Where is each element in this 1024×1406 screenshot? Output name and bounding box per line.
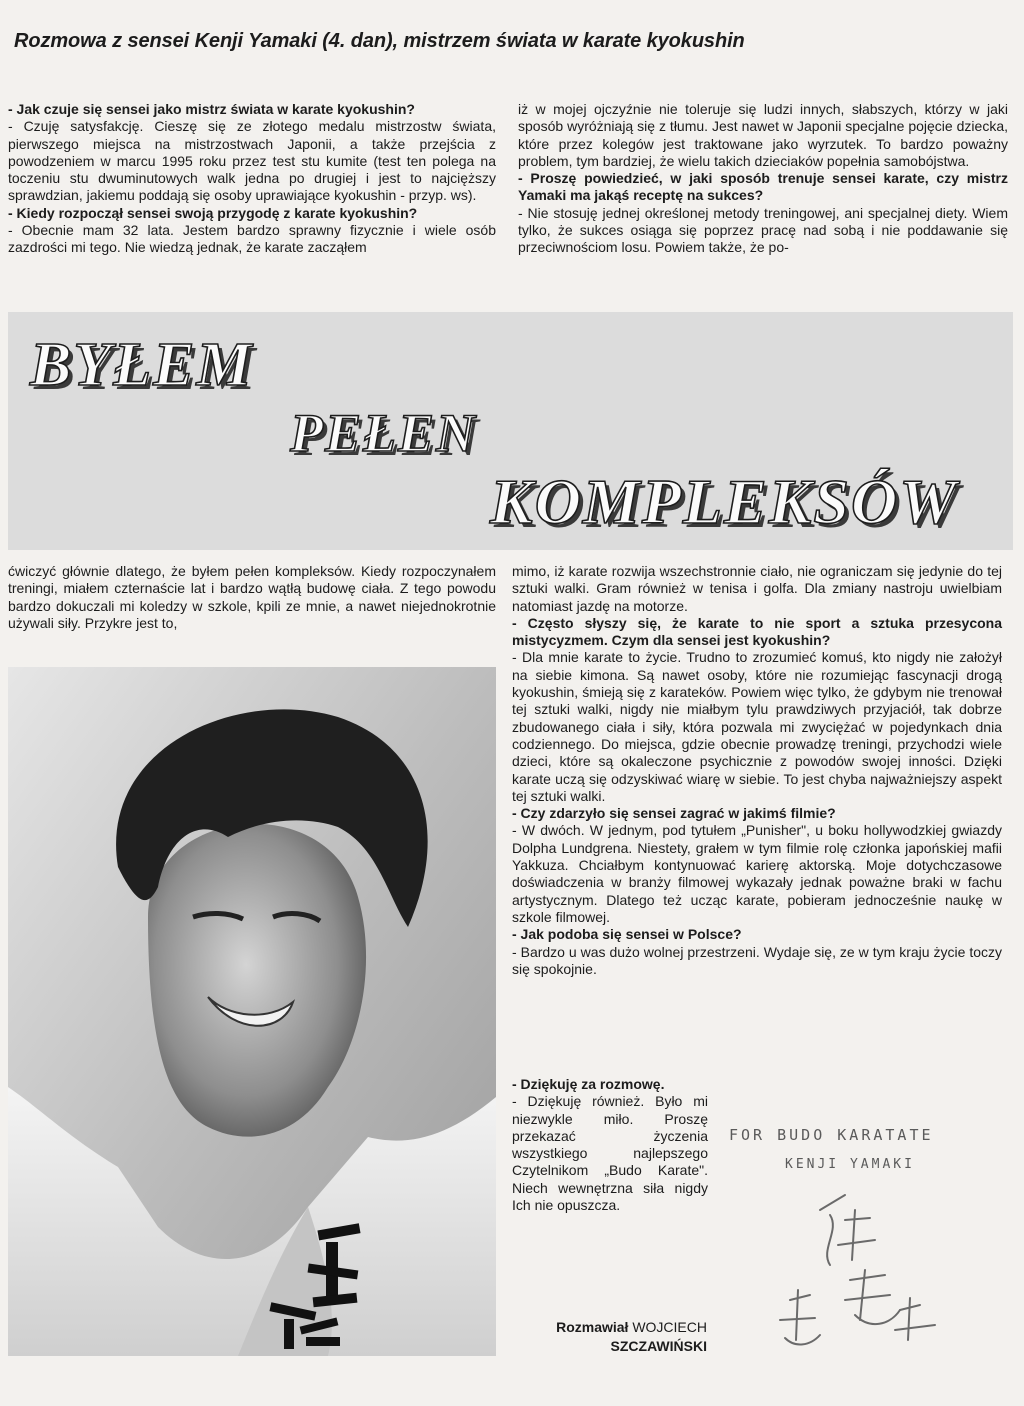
signature-line-2: KENJI YAMAKI bbox=[785, 1157, 915, 1172]
interview-answer: - Dla mnie karate to życie. Trudno to zrozumieć komuś, kto nigdy nie założył na siebie kimona. Są nawet osoby, które nie rozumiejąc fascynacji drogą kyokushin, śmieją się z karateków. Powiem więc tylko, że gdybym nie trenował tej sztuki walki, nigdy nie miałbym tylu prawdziwych przyjaciół, tak dobrze zbudowanego ciała i siły, która pozwala mi zwyciężać w pojedynkach dnia codziennego. Do miejsca, gdzie obecnie prowadzę treningi, przychodzi wiele dzieci, które są okaleczone psychicznie z powodów swojej inności. Dzięki karate uczą się odzyskiwać wiarę w siebie. To jest chyba najważniejszy aspekt tej sztuki walki. bbox=[512, 649, 1002, 804]
interview-answer: - Bardzo u was dużo wolnej przestrzeni. Wydaje się, ze w tym kraju życie toczy się spokojnie. bbox=[512, 943, 1002, 977]
credit-name-last: SZCZAWIŃSKI bbox=[610, 1338, 707, 1354]
column-top-right bbox=[518, 101, 1008, 257]
interview-answer: iż w mojej ojczyźnie nie toleruje się ludzi innych, słabszych, którzy w jaki sposób wyróżniają się z tłumu. Jest nawet w Japonii specjalne pojęcie dziecka, które przez kolegów jest traktowane jako wyrzutek. To bardzo poważny problem, tym bardziej, że wielu takich dzieciaków popełnia samobójstwa. bbox=[518, 101, 1008, 169]
interview-question: - Jak czuje się sensei jako mistrz świata w karate kyokushin? bbox=[8, 101, 415, 117]
interview-answer: - W dwóch. W jednym, pod tytułem „Punisher", u boku hollywodzkiej gwiazdy Dolpha Lundgrena. Niestety, grałem w tym filmie rolę członka japońskiej mafii Yakkuza. Chciałbym kontynuować karierę aktorską. Moje dotychczasowe doświadczenia w branży filmowej wykazały jednak poważne braki w fachu artystycznym. Dlatego też ucząc karate, pobieram jednocześnie naukę w szkole filmowej. bbox=[512, 822, 1002, 925]
interview-question: - Dziękuję za rozmowę. bbox=[512, 1076, 665, 1092]
headline-banner bbox=[8, 312, 1013, 550]
headline-word-3: KOMPLEKSÓW bbox=[490, 466, 959, 537]
interview-answer: - Dziękuję również. Było mi niezwykle miło. Proszę przekazać życzenia wszystkiego najlepszego Czytelnikom „Budo Karate". Niech wewnętrzna siła nigdy Ich nie opuszcza. bbox=[512, 1093, 708, 1214]
signature-line-1: FOR BUDO KARATATE bbox=[729, 1126, 934, 1144]
closing-block bbox=[512, 1076, 708, 1214]
interview-question: - Często słyszy się, że karate to nie sport a sztuka przesycona mistycyzmem. Czym dla sensei jest kyokushin? bbox=[512, 614, 1002, 649]
interview-answer: - Czuję satysfakcję. Cieszę się ze złotego medalu mistrzostw świata, pierwszego miejsca na mistrzostwach Japonii, a także przejścia z powodzeniem w marcu 1995 roku przez test stu kumite (test ten polega na toczeniu stu dwuminutowych walk jedna po drugiej i jest to najcięższy sprawdzian, jakiemu poddają się osoby uprawiające kyokushin - przyp. ws). bbox=[8, 118, 496, 204]
headline-word-1: BYŁEM bbox=[30, 331, 254, 399]
portrait-illustration bbox=[8, 667, 496, 1356]
interview-question: - Kiedy rozpoczął sensei swoją przygodę z karate kyokushin? bbox=[8, 204, 418, 221]
handwritten-signature bbox=[760, 1190, 960, 1360]
portrait-photo bbox=[8, 667, 496, 1356]
interview-question: - Jak podoba się sensei w Polsce? bbox=[512, 926, 742, 943]
credit-label: Rozmawiał bbox=[556, 1319, 629, 1335]
author-credit bbox=[500, 1318, 707, 1356]
interview-answer: - Obecnie mam 32 lata. Jestem bardzo sprawny fizycznie i wiele osób zazdrości mi tego. Nie wiedzą jednak, że karate zacząłem bbox=[8, 222, 496, 256]
interview-answer: mimo, iż karate rozwija wszechstronnie ciało, nie ograniczam się jedynie do tej sztuki walki. Gram również w tenisa i golfa. Dla zmiany nastroju uwielbiam natomiast jazdę na motorze. bbox=[512, 563, 1002, 614]
column-mid-left bbox=[8, 563, 496, 632]
credit-name-first: WOJCIECH bbox=[632, 1319, 707, 1335]
column-right bbox=[512, 563, 1002, 978]
headline-word-2: PEŁEN bbox=[290, 403, 478, 463]
interview-question: - Proszę powiedzieć, w jaki sposób trenuje sensei karate, czy mistrz Yamaki ma jakąś receptę na sukces? bbox=[518, 170, 1008, 204]
article-title: Rozmowa z sensei Kenji Yamaki (4. dan), mistrzem świata w karate kyokushin bbox=[14, 30, 745, 52]
interview-question: - Czy zdarzyło się sensei zagrać w jakimś filmie? bbox=[512, 805, 836, 822]
interview-answer: ćwiczyć głównie dlatego, że byłem pełen kompleksów. Kiedy rozpoczynałem treningi, miałem czternaście lat i bardzo wątłą budowę ciała. Z tego powodu bardzo dokuczali mi koledzy w szkole, kpili ze mnie, a nawet niejednokrotnie używali siły. Przykre jest to, bbox=[8, 563, 496, 631]
interview-answer: - Nie stosuję jednej określonej metody treningowej, ani specjalnej diety. Wiem tylko, że sukces osiąga się poprzez pracę nad sobą i nie poddawanie się przeciwnościom losu. Powiem także, że po- bbox=[518, 204, 1008, 256]
column-top-left bbox=[8, 101, 496, 257]
